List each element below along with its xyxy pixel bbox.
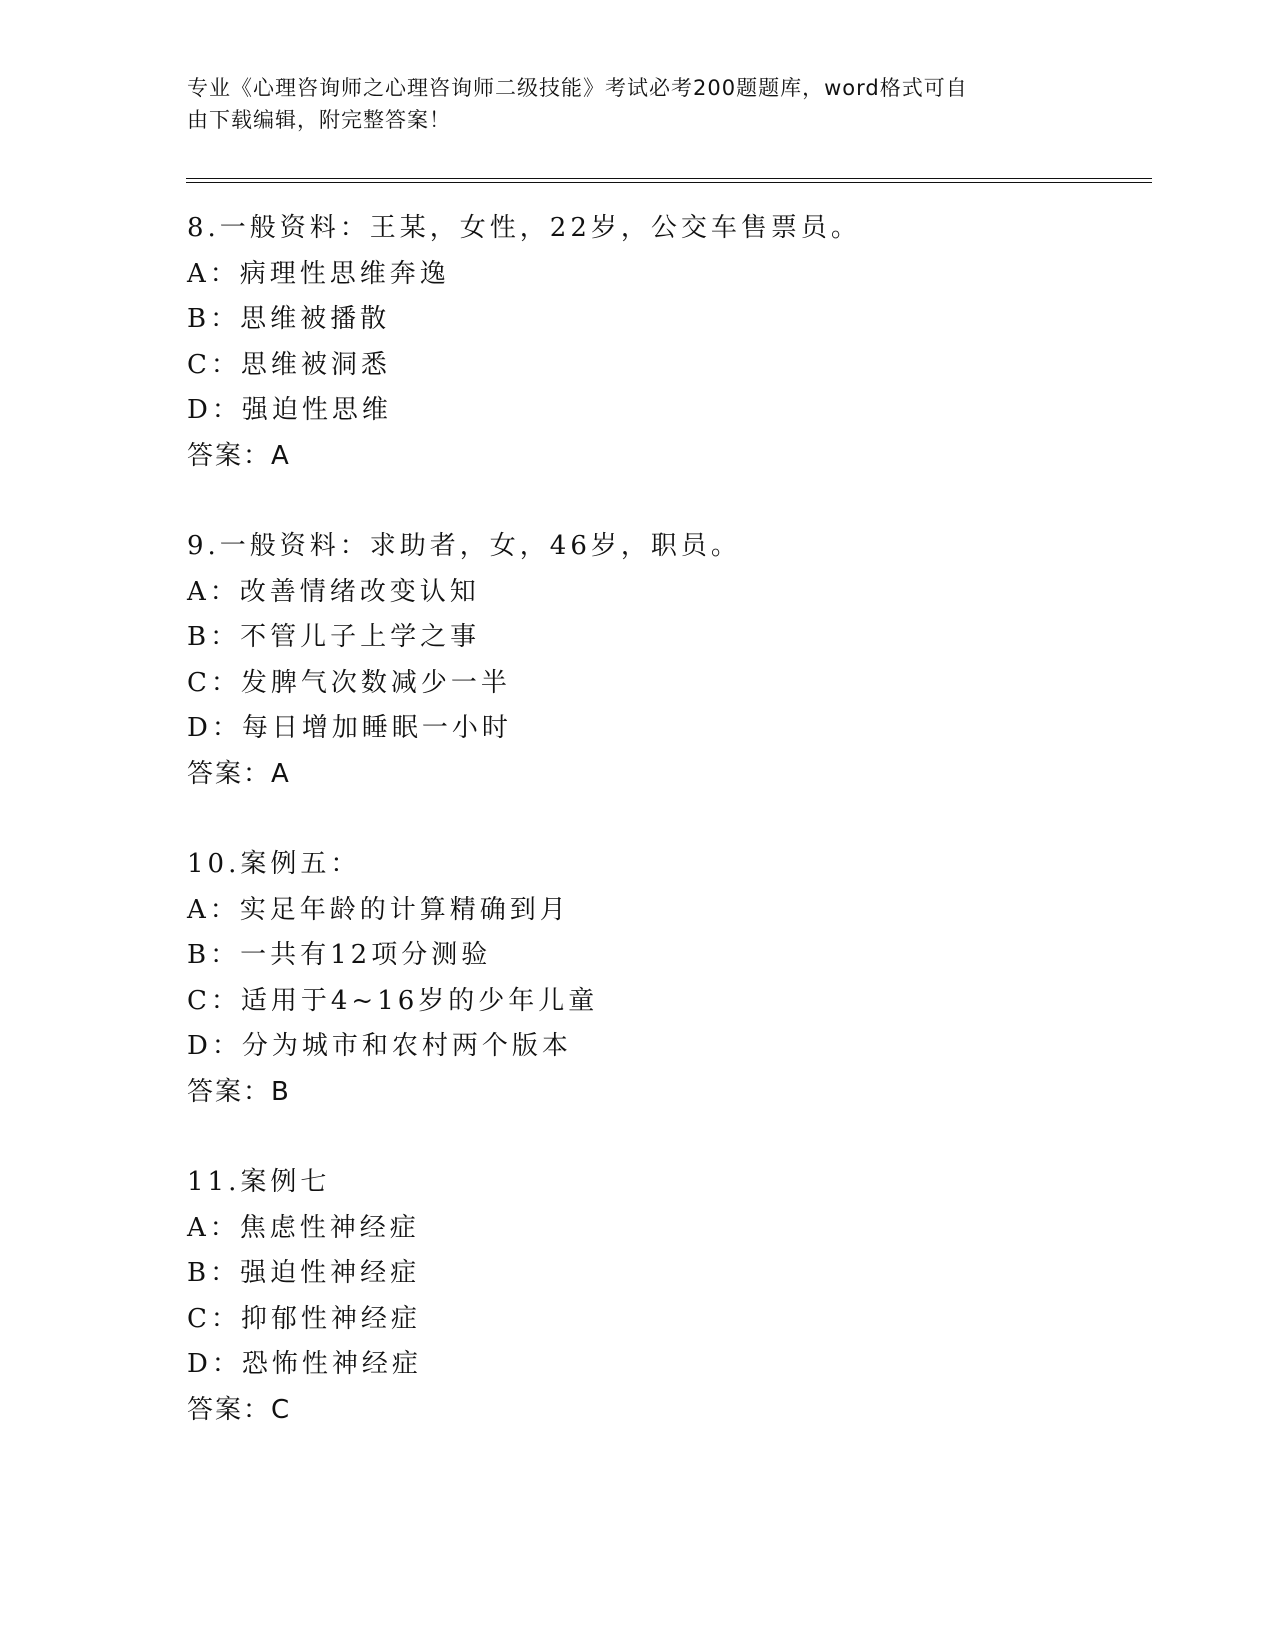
document-header [187, 72, 1067, 136]
answer-line: 答案：A [187, 758, 291, 789]
option-a: A：焦虑性神经症 [187, 1212, 420, 1243]
answer-line: 答案：A [187, 440, 291, 471]
answer-line: 答案：C [187, 1394, 292, 1425]
option-c: C：思维被洞悉 [187, 349, 391, 380]
option-b: B：不管儿子上学之事 [187, 622, 481, 652]
header-line-2: 由下载编辑，附完整答案！ [187, 108, 451, 132]
question-stem: 10.案例五： [187, 849, 361, 879]
answer-line: 答案：B [187, 1076, 291, 1107]
question-9 [187, 524, 741, 797]
header-line-1: 专业《心理咨询师之心理咨询师二级技能》考试必考200题题库，word格式可自 [187, 76, 968, 100]
option-c: C：适用于4~16岁的少年儿童 [187, 985, 599, 1016]
option-c: C：发脾气次数减少一半 [187, 667, 511, 698]
question-11 [187, 1160, 422, 1433]
option-d: D：每日增加睡眠一小时 [187, 713, 512, 743]
option-a: A：病理性思维奔逸 [187, 258, 450, 289]
question-10 [187, 842, 598, 1115]
header-divider-top [186, 178, 1152, 179]
option-a: A：实足年龄的计算精确到月 [187, 894, 570, 925]
question-stem: 11.案例七 [187, 1167, 331, 1197]
option-b: B：强迫性神经症 [187, 1258, 421, 1288]
option-d: D：恐怖性神经症 [187, 1349, 422, 1379]
option-c: C：抑郁性神经症 [187, 1303, 421, 1334]
option-d: D：强迫性思维 [187, 395, 392, 425]
option-b: B：思维被播散 [187, 304, 391, 334]
option-d: D：分为城市和农村两个版本 [187, 1031, 572, 1061]
question-stem: 9.一般资料：求助者，女，46岁，职员。 [187, 531, 741, 561]
option-b: B：一共有12项分测验 [187, 940, 492, 970]
option-a: A：改善情绪改变认知 [187, 576, 480, 607]
header-divider-bottom [186, 182, 1152, 183]
question-8 [187, 206, 861, 479]
question-stem: 8.一般资料：王某，女性，22岁，公交车售票员。 [187, 213, 861, 243]
